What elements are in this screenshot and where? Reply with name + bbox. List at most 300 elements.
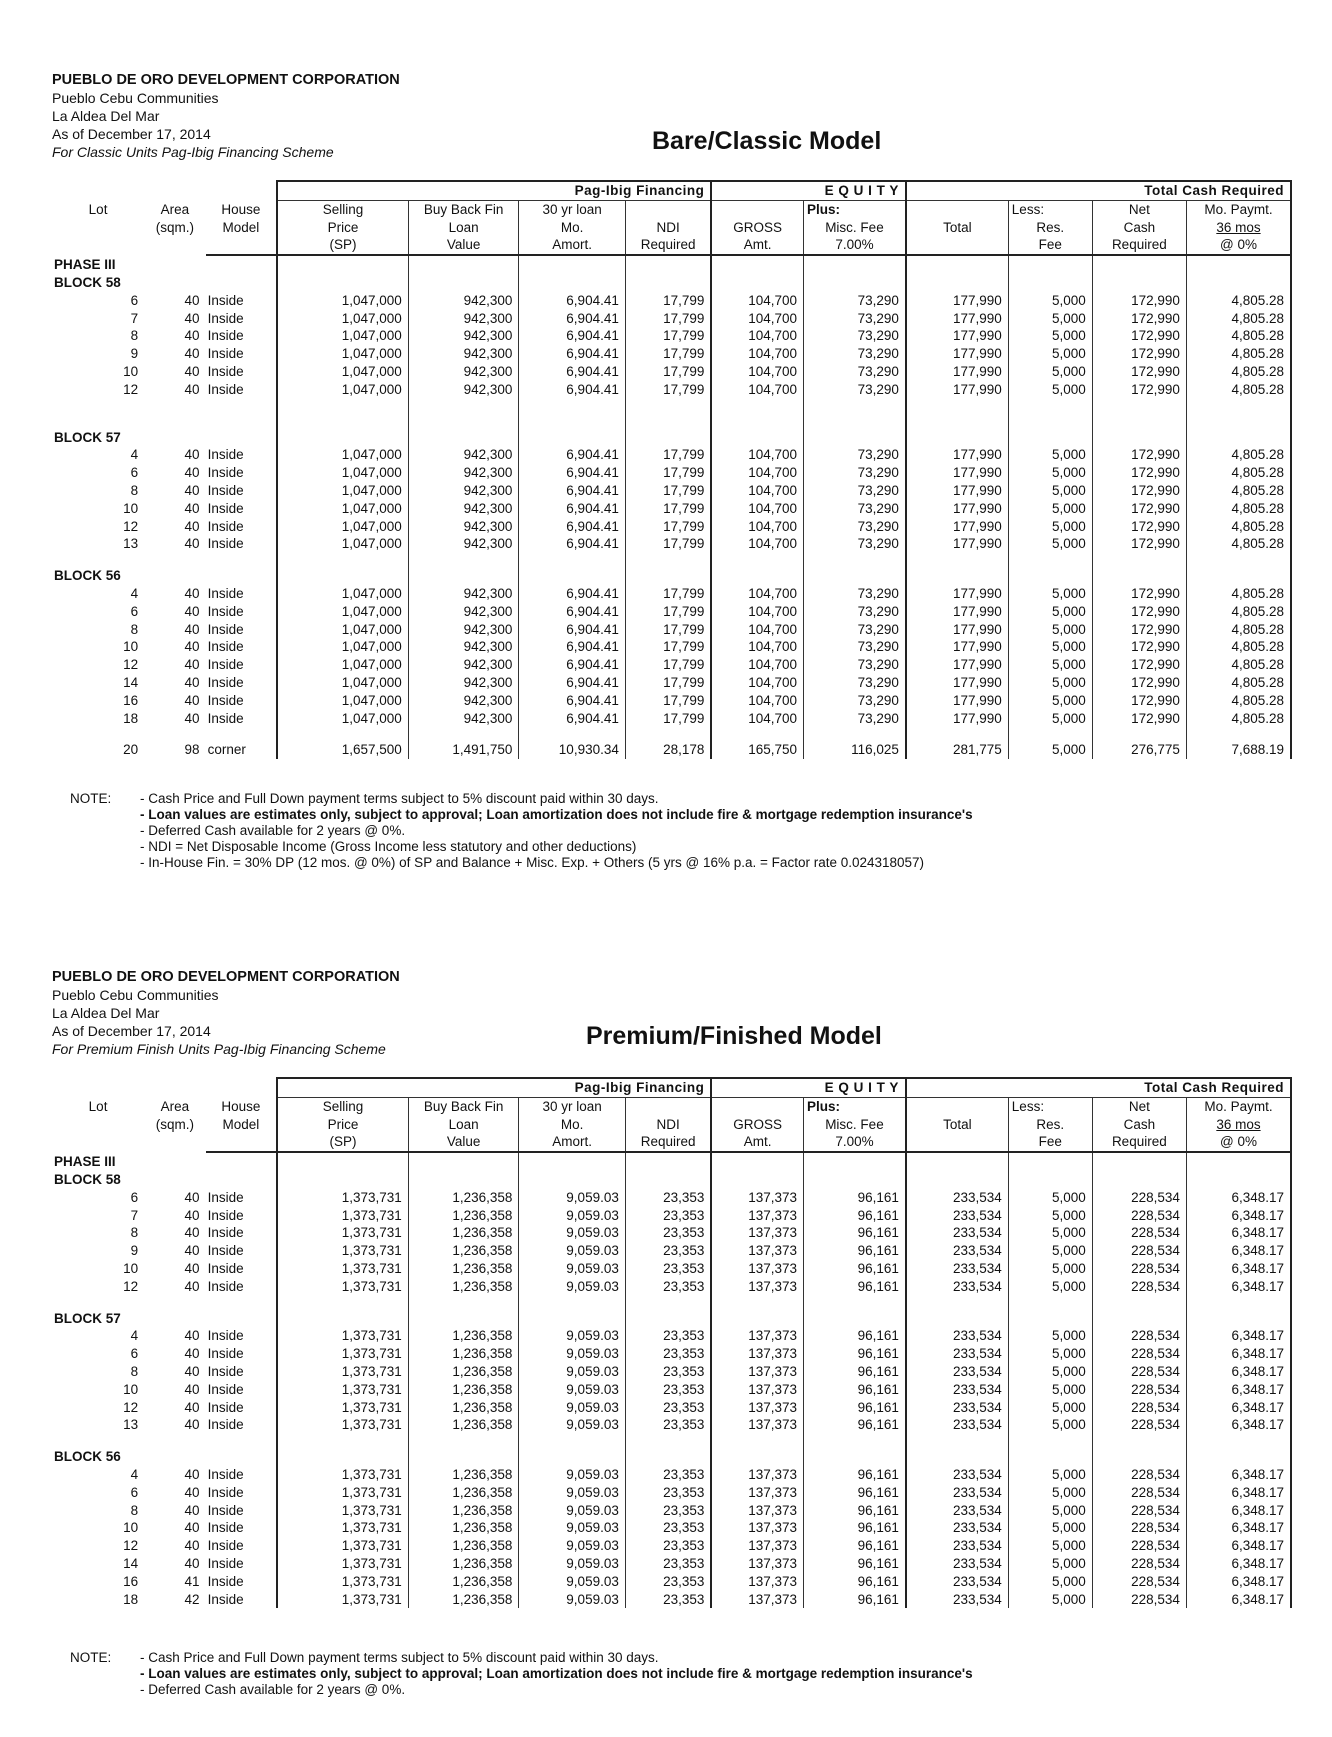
table-header (52, 1078, 1291, 1152)
gross-amt: 137,373 (711, 1484, 803, 1502)
table-cell (1008, 399, 1092, 429)
mo-amort: 9,059.03 (519, 1466, 625, 1484)
table-cell (206, 567, 278, 585)
lot: 4 (130, 585, 139, 601)
net-cash: 228,534 (1092, 1260, 1186, 1278)
table-cell (625, 567, 711, 585)
mo-amort: 6,904.41 (519, 638, 625, 656)
lot: 9 (130, 346, 139, 362)
block-row-label: BLOCK 57 (54, 1310, 121, 1326)
area: 40 (184, 710, 200, 726)
net-cash: 172,990 (1092, 535, 1186, 553)
net-cash: 172,990 (1092, 292, 1186, 310)
loan-value: 1,236,358 (408, 1502, 519, 1520)
table-row (52, 1260, 1291, 1278)
house-model: Inside (206, 603, 278, 621)
table-cell (711, 1171, 803, 1189)
gross-amt: 137,373 (711, 1207, 803, 1225)
ndi: 23,353 (625, 1207, 711, 1225)
selling-price: 1,047,000 (277, 381, 408, 399)
area: 40 (184, 518, 200, 534)
selling-price: 1,373,731 (277, 1189, 408, 1207)
table-cell (144, 727, 205, 741)
net-cash: 228,534 (1092, 1484, 1186, 1502)
ndi: 17,799 (625, 621, 711, 639)
house-model: Inside (206, 1381, 278, 1399)
table-cell (906, 1171, 1008, 1189)
misc-fee: 96,161 (804, 1278, 906, 1296)
header-blank (144, 1078, 205, 1097)
header-ndi-2: Required (625, 236, 711, 255)
table-cell (625, 255, 711, 274)
area: 40 (184, 585, 200, 601)
table-cell (711, 1448, 803, 1466)
house-model: Inside (206, 621, 278, 639)
table-cell (625, 1152, 711, 1171)
lot: 7 (130, 310, 139, 326)
net-cash: 172,990 (1092, 603, 1186, 621)
ndi: 23,353 (625, 1345, 711, 1363)
selling-price: 1,047,000 (277, 482, 408, 500)
mo-paymt: 4,805.28 (1186, 446, 1291, 464)
total: 177,990 (906, 603, 1008, 621)
mo-paymt: 4,805.28 (1186, 482, 1291, 500)
table-cell (1092, 553, 1186, 567)
header-row-3 (52, 236, 1291, 255)
table-cell (144, 1296, 205, 1310)
table-cell (519, 1448, 625, 1466)
table-cell (711, 274, 803, 292)
mo-paymt: 6,348.17 (1186, 1278, 1291, 1296)
misc-fee: 96,161 (804, 1189, 906, 1207)
lot: 18 (123, 710, 139, 726)
area: 40 (184, 1225, 200, 1241)
table-cell (144, 274, 205, 292)
table-row (52, 381, 1291, 399)
house-model: Inside (206, 1345, 278, 1363)
header-row-1 (52, 200, 1291, 218)
res-fee: 5,000 (1008, 710, 1092, 728)
header-blank (711, 1097, 803, 1115)
net-cash: 172,990 (1092, 482, 1186, 500)
net-cash: 228,534 (1092, 1502, 1186, 1520)
header-blank (906, 236, 1008, 255)
house-model: Inside (206, 1537, 278, 1555)
header-area: Area (160, 201, 190, 217)
header-plus: Plus: (804, 1097, 906, 1115)
lot: 10 (123, 363, 139, 379)
community-name: Pueblo Cebu Communities (52, 987, 219, 1003)
table-cell (906, 727, 1008, 741)
table-row (52, 1484, 1291, 1502)
total: 233,534 (906, 1399, 1008, 1417)
lot: 12 (123, 1399, 139, 1415)
res-fee: 5,000 (1008, 1327, 1092, 1345)
res-fee: 5,000 (1008, 446, 1092, 464)
header-mopay: Mo. Paymt. (1186, 1097, 1291, 1115)
mo-amort: 9,059.03 (519, 1416, 625, 1434)
header-res-2: Fee (1008, 236, 1092, 255)
lot: 10 (123, 1520, 139, 1536)
table-row (52, 500, 1291, 518)
selling-price: 1,373,731 (277, 1327, 408, 1345)
header-selling-2: Price (277, 219, 408, 237)
table-row (52, 1502, 1291, 1520)
lot: 13 (123, 1417, 139, 1433)
misc-fee: 73,290 (804, 710, 906, 728)
misc-fee: 96,161 (804, 1260, 906, 1278)
table-cell (206, 399, 278, 429)
selling-price: 1,047,000 (277, 500, 408, 518)
selling-price: 1,373,731 (277, 1345, 408, 1363)
header-selling: Selling (277, 1097, 408, 1115)
area: 40 (184, 621, 200, 637)
table-row (52, 1416, 1291, 1434)
selling-price: 1,373,731 (277, 1466, 408, 1484)
note-line: - Loan values are estimates only, subject to approval; Loan amortization does not include fire & mortgage redemption insurance's (140, 807, 973, 822)
mo-paymt: 4,805.28 (1186, 327, 1291, 345)
table-cell (1186, 727, 1291, 741)
area: 40 (184, 1520, 200, 1536)
header-group-row (52, 1078, 1291, 1097)
model-title: Bare/Classic Model (652, 127, 882, 155)
area: 40 (184, 1381, 200, 1397)
house-model: Inside (206, 1207, 278, 1225)
header-ndi-2: Required (625, 1133, 711, 1152)
selling-price: 1,373,731 (277, 1399, 408, 1417)
table-cell (625, 1310, 711, 1328)
mo-amort: 9,059.03 (519, 1555, 625, 1573)
ndi: 23,353 (625, 1573, 711, 1591)
table-cell (1092, 1448, 1186, 1466)
note-line: - Deferred Cash available for 2 years @ 0%. (140, 823, 406, 838)
lot: 6 (130, 1189, 139, 1205)
total: 233,534 (906, 1278, 1008, 1296)
header-buyback-2: Loan (408, 1116, 519, 1134)
loan-value: 942,300 (408, 310, 519, 328)
table-row (52, 692, 1291, 710)
res-fee: 5,000 (1008, 656, 1092, 674)
table-cell (906, 1310, 1008, 1328)
table-cell (625, 1296, 711, 1310)
lot: 6 (130, 1484, 139, 1500)
gross-amt: 137,373 (711, 1189, 803, 1207)
table-row (52, 621, 1291, 639)
mo-amort: 9,059.03 (519, 1278, 625, 1296)
mo-paymt: 6,348.17 (1186, 1591, 1291, 1609)
res-fee: 5,000 (1008, 310, 1092, 328)
note-line: - In-House Fin. = 30% DP (12 mos. @ 0%) of SP and Balance + Misc. Exp. + Others (5 yrs @ 16% p.a. = Factor rate 0.024318057) (140, 855, 925, 870)
table-row (52, 464, 1291, 482)
table-row (52, 310, 1291, 328)
res-fee: 5,000 (1008, 674, 1092, 692)
mo-paymt: 6,348.17 (1186, 1345, 1291, 1363)
table-cell (144, 553, 205, 567)
table-cell (625, 274, 711, 292)
header-blank (144, 181, 205, 200)
lot: 8 (130, 1502, 139, 1518)
mo-paymt: 4,805.28 (1186, 603, 1291, 621)
net-cash: 172,990 (1092, 327, 1186, 345)
loan-value: 942,300 (408, 446, 519, 464)
mo-paymt: 4,805.28 (1186, 535, 1291, 553)
ndi: 17,799 (625, 482, 711, 500)
total: 233,534 (906, 1416, 1008, 1434)
header-house-2: Model (206, 219, 278, 237)
misc-fee: 96,161 (804, 1399, 906, 1417)
spacer-row (52, 727, 1291, 741)
gross-amt: 137,373 (711, 1573, 803, 1591)
project-name: La Aldea Del Mar (52, 108, 160, 124)
area: 40 (184, 1260, 200, 1276)
mo-paymt: 6,348.17 (1186, 1573, 1291, 1591)
area: 40 (184, 1484, 200, 1500)
table-row (52, 603, 1291, 621)
table-row (52, 1207, 1291, 1225)
table-cell (625, 1171, 711, 1189)
table-cell (1008, 1152, 1092, 1171)
block-row (52, 1448, 1291, 1466)
gross-amt: 104,700 (711, 692, 803, 710)
note-line: - Loan values are estimates only, subject to approval; Loan amortization does not include fire & mortgage redemption insurance's (140, 1666, 973, 1681)
table-cell (144, 1434, 205, 1448)
table-cell (906, 399, 1008, 429)
loan-value: 942,300 (408, 638, 519, 656)
misc-fee: 73,290 (804, 310, 906, 328)
total: 281,775 (906, 741, 1008, 759)
table-cell (1186, 1448, 1291, 1466)
house-model: Inside (206, 482, 278, 500)
misc-fee: 96,161 (804, 1537, 906, 1555)
selling-price: 1,373,731 (277, 1502, 408, 1520)
gross-amt: 104,700 (711, 603, 803, 621)
table-row (52, 1363, 1291, 1381)
gross-amt: 137,373 (711, 1399, 803, 1417)
mo-amort: 6,904.41 (519, 292, 625, 310)
loan-value: 1,236,358 (408, 1573, 519, 1591)
mo-amort: 6,904.41 (519, 500, 625, 518)
price-table-premium (52, 1077, 1292, 1608)
lot: 4 (130, 447, 139, 463)
header-blank (906, 1133, 1008, 1152)
gross-amt: 137,373 (711, 1363, 803, 1381)
header-row-2 (52, 219, 1291, 237)
net-cash: 172,990 (1092, 638, 1186, 656)
table-cell (277, 1448, 408, 1466)
header-group-row (52, 181, 1291, 200)
loan-value: 942,300 (408, 345, 519, 363)
phase-row-label: PHASE III (54, 256, 116, 272)
table-cell (206, 1296, 278, 1310)
table-row (52, 292, 1291, 310)
table-cell (519, 567, 625, 585)
lot: 10 (123, 500, 139, 516)
table-cell (206, 429, 278, 447)
misc-fee: 73,290 (804, 482, 906, 500)
header-misc-2: 7.00% (804, 236, 906, 255)
table-cell (52, 553, 144, 567)
ndi: 17,799 (625, 500, 711, 518)
total: 233,534 (906, 1345, 1008, 1363)
header-area-unit: (sqm.) (155, 1116, 194, 1132)
table-cell (711, 553, 803, 567)
table-header (52, 181, 1291, 255)
area: 40 (184, 447, 200, 463)
selling-price: 1,047,000 (277, 585, 408, 603)
table-body (52, 255, 1291, 759)
note-label: NOTE: (70, 791, 112, 806)
total: 233,534 (906, 1484, 1008, 1502)
net-cash: 228,534 (1092, 1381, 1186, 1399)
ndi: 17,799 (625, 638, 711, 656)
area: 40 (184, 328, 200, 344)
table-cell (144, 1152, 205, 1171)
ndi: 23,353 (625, 1466, 711, 1484)
ndi: 17,799 (625, 603, 711, 621)
table-cell (625, 399, 711, 429)
table-cell (206, 1171, 278, 1189)
table-cell (519, 1434, 625, 1448)
area: 40 (184, 346, 200, 362)
gross-amt: 104,700 (711, 518, 803, 536)
ndi: 17,799 (625, 363, 711, 381)
ndi: 17,799 (625, 446, 711, 464)
lot: 13 (123, 536, 139, 552)
mo-paymt: 6,348.17 (1186, 1555, 1291, 1573)
house-model: Inside (206, 1519, 278, 1537)
table-cell (804, 1310, 906, 1328)
table-row (52, 1591, 1291, 1609)
table-cell (906, 1434, 1008, 1448)
gross-amt: 137,373 (711, 1327, 803, 1345)
table-cell (408, 1310, 519, 1328)
ndi: 17,799 (625, 674, 711, 692)
table-row (52, 535, 1291, 553)
res-fee: 5,000 (1008, 500, 1092, 518)
lot: 8 (130, 621, 139, 637)
table-cell (408, 567, 519, 585)
net-cash: 172,990 (1092, 692, 1186, 710)
company-name: PUEBLO DE ORO DEVELOPMENT CORPORATION (52, 72, 400, 88)
lot: 16 (123, 692, 139, 708)
table-cell (1092, 567, 1186, 585)
gross-amt: 137,373 (711, 1502, 803, 1520)
loan-value: 942,300 (408, 363, 519, 381)
header-gross-2: Amt. (711, 1133, 803, 1152)
total: 233,534 (906, 1363, 1008, 1381)
table-cell (1186, 567, 1291, 585)
ndi: 17,799 (625, 464, 711, 482)
lot: 6 (130, 292, 139, 308)
mo-amort: 6,904.41 (519, 345, 625, 363)
lot: 4 (130, 1466, 139, 1482)
ndi: 23,353 (625, 1363, 711, 1381)
total: 233,534 (906, 1381, 1008, 1399)
misc-fee: 96,161 (804, 1363, 906, 1381)
total: 233,534 (906, 1537, 1008, 1555)
selling-price: 1,373,731 (277, 1242, 408, 1260)
house-model: Inside (206, 1399, 278, 1417)
table-cell (1008, 1434, 1092, 1448)
ndi: 23,353 (625, 1260, 711, 1278)
block-row-label: BLOCK 58 (54, 1171, 121, 1187)
selling-price: 1,373,731 (277, 1278, 408, 1296)
table-cell (804, 727, 906, 741)
table-row (52, 1189, 1291, 1207)
net-cash: 228,534 (1092, 1327, 1186, 1345)
table-cell (408, 399, 519, 429)
area: 40 (184, 292, 200, 308)
block-row-label: BLOCK 56 (54, 1449, 121, 1465)
area: 40 (184, 1346, 200, 1362)
gross-amt: 137,373 (711, 1537, 803, 1555)
spacer-row (52, 399, 1291, 429)
table-row (52, 1224, 1291, 1242)
table-cell (711, 1434, 803, 1448)
gross-amt: 137,373 (711, 1591, 803, 1609)
phase-row (52, 1152, 1291, 1171)
table-cell (906, 255, 1008, 274)
block-row-label: BLOCK 56 (54, 568, 121, 584)
header-blank (144, 1133, 205, 1152)
table-row (52, 585, 1291, 603)
ndi: 17,799 (625, 535, 711, 553)
table-cell (1092, 727, 1186, 741)
block-row-label: BLOCK 58 (54, 274, 121, 290)
gross-amt: 104,700 (711, 292, 803, 310)
table-cell (277, 274, 408, 292)
misc-fee: 73,290 (804, 381, 906, 399)
mo-paymt: 4,805.28 (1186, 381, 1291, 399)
table-cell (1186, 1310, 1291, 1328)
table-cell (277, 1152, 408, 1171)
table-row (52, 363, 1291, 381)
block-row-label: BLOCK 57 (54, 429, 121, 445)
loan-value: 942,300 (408, 603, 519, 621)
mo-amort: 9,059.03 (519, 1363, 625, 1381)
selling-price: 1,373,731 (277, 1573, 408, 1591)
area: 40 (184, 363, 200, 379)
table-cell (408, 1152, 519, 1171)
total: 177,990 (906, 638, 1008, 656)
table-cell (519, 429, 625, 447)
total: 177,990 (906, 345, 1008, 363)
loan-value: 942,300 (408, 327, 519, 345)
house-model: Inside (206, 446, 278, 464)
area: 40 (184, 465, 200, 481)
lot: 12 (123, 518, 139, 534)
mo-paymt: 4,805.28 (1186, 674, 1291, 692)
loan-value: 1,236,358 (408, 1484, 519, 1502)
area: 40 (184, 381, 200, 397)
table-cell (711, 1310, 803, 1328)
net-cash: 228,534 (1092, 1224, 1186, 1242)
header-blank (52, 1078, 144, 1097)
lot: 8 (130, 328, 139, 344)
header-house: House (206, 1097, 278, 1115)
gross-amt: 104,700 (711, 381, 803, 399)
header-row-1 (52, 1097, 1291, 1115)
loan-value: 1,236,358 (408, 1466, 519, 1484)
house-model: Inside (206, 1189, 278, 1207)
lot: 20 (123, 742, 139, 758)
total: 177,990 (906, 535, 1008, 553)
house-model: Inside (206, 1555, 278, 1573)
selling-price: 1,373,731 (277, 1484, 408, 1502)
table-cell (906, 1296, 1008, 1310)
mo-amort: 9,059.03 (519, 1189, 625, 1207)
mo-amort: 9,059.03 (519, 1484, 625, 1502)
